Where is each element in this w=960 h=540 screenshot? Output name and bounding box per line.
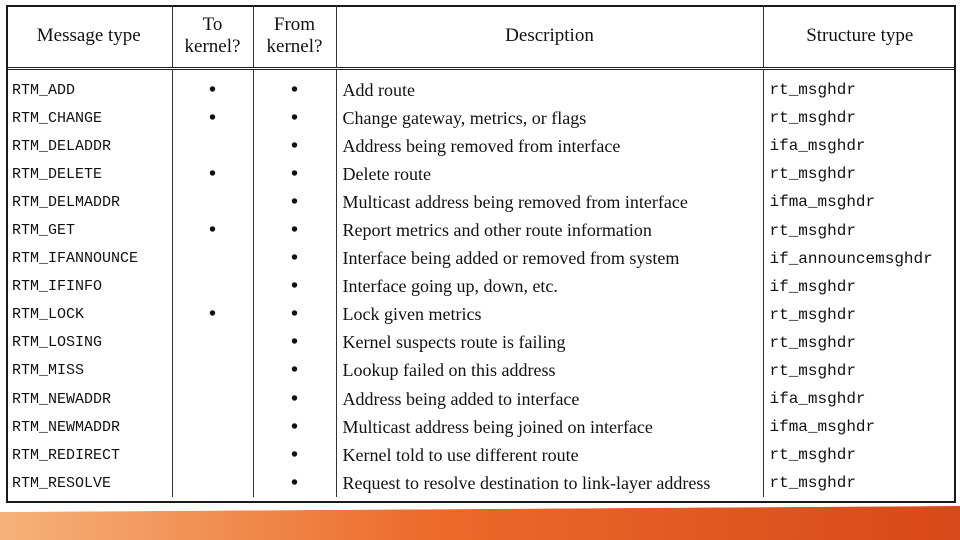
from-kernel-cell: • xyxy=(253,413,336,441)
description-cell: Lock given metrics xyxy=(336,301,763,329)
from-kernel-cell: • xyxy=(253,69,336,105)
table-row xyxy=(6,245,956,273)
table-row xyxy=(6,69,956,105)
message-type-cell: RTM_LOCK xyxy=(6,301,172,329)
to-kernel-cell: • xyxy=(172,104,253,132)
message-type-cell: RTM_DELETE xyxy=(6,160,172,188)
table-row xyxy=(6,469,956,497)
message-type-cell: RTM_IFINFO xyxy=(6,273,172,301)
description-cell: Address being added to interface xyxy=(336,385,763,413)
to-kernel-cell xyxy=(172,469,253,497)
to-kernel-cell xyxy=(172,441,253,469)
to-kernel-cell xyxy=(172,273,253,301)
table-row xyxy=(6,273,956,301)
to-kernel-cell xyxy=(172,245,253,273)
from-kernel-cell: • xyxy=(253,357,336,385)
message-type-cell: RTM_IFANNOUNCE xyxy=(6,245,172,273)
from-kernel-cell: • xyxy=(253,301,336,329)
to-kernel-cell xyxy=(172,329,253,357)
structure-type-cell: rt_msghdr xyxy=(769,446,856,465)
from-kernel-cell: • xyxy=(253,469,336,497)
table-row xyxy=(6,160,956,188)
message-type-cell: RTM_CHANGE xyxy=(6,104,172,132)
from-kernel-cell: • xyxy=(253,132,336,160)
message-type-cell: RTM_ADD xyxy=(6,69,172,105)
message-type-cell: RTM_DELMADDR xyxy=(6,188,172,216)
structure-type-cell: rt_msghdr xyxy=(769,305,856,324)
table-row xyxy=(6,441,956,469)
structure-type-cell: ifa_msghdr xyxy=(769,390,866,409)
description-cell: Change gateway, metrics, or flags xyxy=(336,104,763,132)
from-kernel-cell: • xyxy=(253,216,336,244)
header-description: Description xyxy=(336,5,763,69)
band-shape xyxy=(0,506,960,540)
routing-message-table xyxy=(6,5,956,497)
structure-type-cell: rt_msghdr xyxy=(769,474,856,493)
structure-type-cell: rt_msghdr xyxy=(769,361,856,380)
to-kernel-cell: • xyxy=(172,160,253,188)
message-type-cell: RTM_MISS xyxy=(6,357,172,385)
table-row xyxy=(6,413,956,441)
structure-type-cell: if_announcemsghdr xyxy=(769,249,933,268)
to-kernel-cell: • xyxy=(172,216,253,244)
table-row xyxy=(6,188,956,216)
message-type-cell: RTM_NEWADDR xyxy=(6,385,172,413)
to-kernel-cell xyxy=(172,132,253,160)
header-from-kernel: From kernel? xyxy=(253,5,336,69)
description-cell: Interface going up, down, etc. xyxy=(336,273,763,301)
decorative-bottom-band xyxy=(0,506,960,540)
description-cell: Multicast address being removed from interface xyxy=(336,188,763,216)
table-row xyxy=(6,357,956,385)
structure-type-cell: rt_msghdr xyxy=(769,165,856,184)
table-header-row xyxy=(6,5,956,69)
description-cell: Address being removed from interface xyxy=(336,132,763,160)
message-type-cell: RTM_GET xyxy=(6,216,172,244)
from-kernel-cell: • xyxy=(253,273,336,301)
structure-type-cell: ifa_msghdr xyxy=(769,137,866,156)
from-kernel-cell: • xyxy=(253,385,336,413)
structure-type-cell: rt_msghdr xyxy=(769,221,856,240)
to-kernel-cell xyxy=(172,357,253,385)
description-cell: Kernel suspects route is failing xyxy=(336,329,763,357)
table-row xyxy=(6,216,956,244)
description-cell: Request to resolve destination to link-layer address xyxy=(336,469,763,497)
description-cell: Delete route xyxy=(336,160,763,188)
message-type-cell: RTM_REDIRECT xyxy=(6,441,172,469)
structure-type-cell: rt_msghdr xyxy=(769,333,856,352)
description-cell: Report metrics and other route information xyxy=(336,216,763,244)
structure-type-cell: ifma_msghdr xyxy=(769,418,876,437)
description-cell: Lookup failed on this address xyxy=(336,357,763,385)
to-kernel-cell xyxy=(172,413,253,441)
structure-type-cell: if_msghdr xyxy=(769,277,856,296)
message-type-cell: RTM_RESOLVE xyxy=(6,469,172,497)
header-structure-type: Structure type xyxy=(763,5,956,69)
structure-type-cell: rt_msghdr xyxy=(769,109,856,128)
from-kernel-cell: • xyxy=(253,441,336,469)
description-cell: Interface being added or removed from system xyxy=(336,245,763,273)
message-type-cell: RTM_NEWMADDR xyxy=(6,413,172,441)
table-row xyxy=(6,329,956,357)
header-message-type: Message type xyxy=(6,5,172,69)
from-kernel-cell: • xyxy=(253,160,336,188)
table-row xyxy=(6,104,956,132)
message-type-cell: RTM_DELADDR xyxy=(6,132,172,160)
to-kernel-cell xyxy=(172,188,253,216)
structure-type-cell: rt_msghdr xyxy=(769,81,856,100)
from-kernel-cell: • xyxy=(253,104,336,132)
table-row xyxy=(6,385,956,413)
table-row xyxy=(6,301,956,329)
from-kernel-cell: • xyxy=(253,188,336,216)
from-kernel-cell: • xyxy=(253,329,336,357)
from-kernel-cell: • xyxy=(253,245,336,273)
header-to-kernel: To kernel? xyxy=(172,5,253,69)
structure-type-cell: ifma_msghdr xyxy=(769,193,876,212)
description-cell: Kernel told to use different route xyxy=(336,441,763,469)
to-kernel-cell xyxy=(172,385,253,413)
description-cell: Multicast address being joined on interface xyxy=(336,413,763,441)
to-kernel-cell: • xyxy=(172,301,253,329)
description-cell: Add route xyxy=(336,69,763,105)
table-row xyxy=(6,132,956,160)
message-type-cell: RTM_LOSING xyxy=(6,329,172,357)
to-kernel-cell: • xyxy=(172,69,253,105)
